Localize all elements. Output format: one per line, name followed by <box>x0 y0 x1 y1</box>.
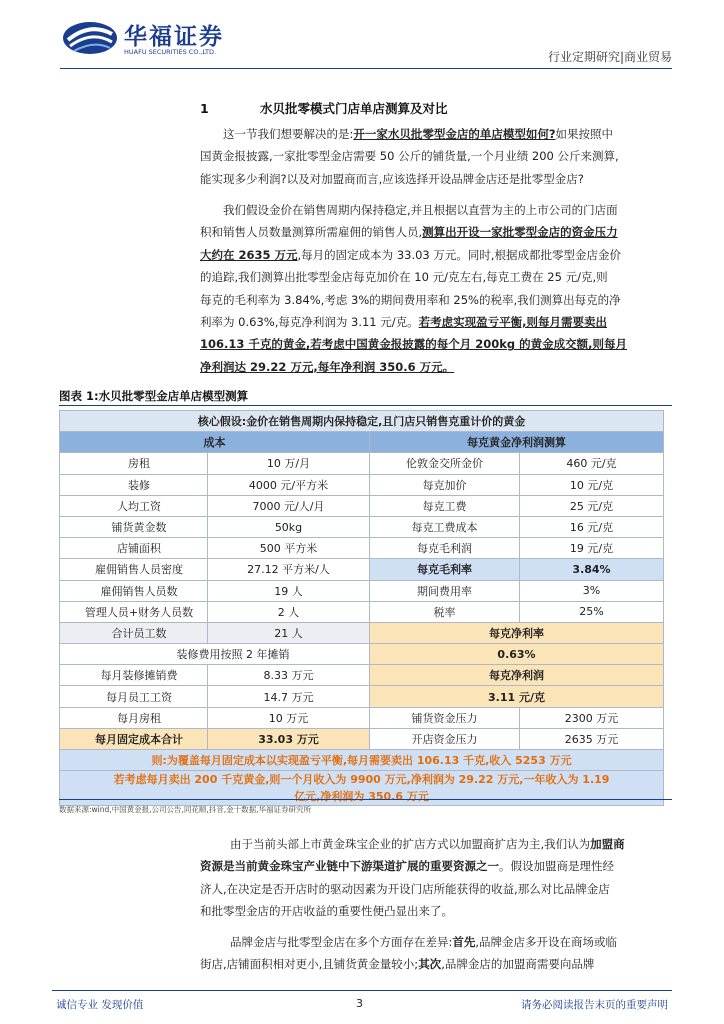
cell-value: 3% <box>520 580 664 601</box>
figure-divider <box>59 405 672 406</box>
para1-text: 如果按照中 <box>555 127 614 141</box>
net-margin-label: 每克净利率 <box>370 622 664 643</box>
net-profit-label: 每克净利润 <box>370 665 664 686</box>
para3-highlight: 资源是当前黄金珠宝产业链中下游渠道扩展的重要资源之一 <box>200 859 499 874</box>
cell-label: 每克工费 <box>370 495 520 516</box>
cell-value: 2300 万元 <box>520 707 664 728</box>
cost-header: 成本 <box>60 432 370 453</box>
profit-conclusion-line: 亿元,净利润为 350.6 万元 <box>294 790 429 804</box>
para2-highlight: 测算出开设一家批零型金店的资金压力 <box>422 225 618 240</box>
page-number: 3 <box>356 997 363 1010</box>
para3-line: 和批零型金店的开店收益的重要性便凸显出来了。 <box>200 904 453 919</box>
source-divider <box>59 799 672 800</box>
cell-label: 开店资金压力 <box>370 728 520 749</box>
table-row <box>60 750 664 771</box>
cell-label: 每月房租 <box>60 707 208 728</box>
cell-value: 10 万/月 <box>208 453 370 474</box>
section-number: 1 <box>200 101 209 116</box>
table-row <box>60 453 664 474</box>
cell-label: 管理人员+财务人员数 <box>60 601 208 622</box>
fixed-cost-label: 每月固定成本合计 <box>60 728 208 749</box>
cell-value: 16 元/克 <box>520 516 664 537</box>
section-title <box>200 99 448 117</box>
profit-conclusion <box>60 771 664 806</box>
table-row <box>60 474 664 495</box>
para2-highlight: 净利润达 29.22 万元,每年净利润 350.6 万元。 <box>200 359 455 374</box>
breakeven-conclusion: 则:为覆盖每月固定成本以实现盈亏平衡,每月需要卖出 106.13 千克,收入 5253 万元 <box>60 750 664 771</box>
cell-value: 2 人 <box>208 601 370 622</box>
para2-text: 积和销售人员数量测算所需雇佣的销售人员, <box>200 225 423 240</box>
amortization-note: 装修费用按照 2 年摊销 <box>60 644 370 665</box>
cell-label: 每克毛利润 <box>370 538 520 559</box>
gross-margin-label: 每克毛利率 <box>370 559 520 580</box>
para4-text: ,品牌金店多开设在商场或临 <box>475 935 618 949</box>
cell-label: 人均工资 <box>60 495 208 516</box>
profit-conclusion-line: 若考虑每月卖出 200 千克黄金,则一个月收入为 9900 万元,净利润为 29.22 万元,一年收入为 1.19 <box>113 773 610 787</box>
cell-label: 每月员工工资 <box>60 686 208 707</box>
para3-line: 济人,在决定是否开店时的驱动因素为开设门店所能获得的收益,那么对比品牌金店 <box>200 881 610 896</box>
para1-line: 能实现多少利润?以及对加盟商而言,应该选择开设品牌金店还是批零型金店? <box>200 171 584 186</box>
fixed-cost-value: 33.03 万元 <box>208 728 370 749</box>
para4-highlight: 其次 <box>418 957 442 972</box>
cell-value: 19 人 <box>208 580 370 601</box>
para2-highlight: 106.13 千克的黄金,若考虑中国黄金报披露的每个月 200kg 的黄金成交额,则每月 <box>200 337 628 352</box>
total-staff-label: 合计员工数 <box>60 622 208 643</box>
cell-label: 每克工费成本 <box>370 516 520 537</box>
para2-highlight: 大约在 2635 万元 <box>200 247 298 262</box>
net-profit-value: 3.11 元/克 <box>370 686 664 707</box>
cell-value: 10 万元 <box>208 707 370 728</box>
cell-label: 每克加价 <box>370 474 520 495</box>
logo-english-name: HUAFU SECURITIES CO.,LTD. <box>124 48 217 56</box>
cell-label: 期间费用率 <box>370 580 520 601</box>
report-category: 行业定期研究|商业贸易 <box>547 50 672 64</box>
paragraph-differences <box>200 931 672 976</box>
table-row <box>60 432 664 453</box>
table-row <box>60 686 664 707</box>
cell-label: 铺货黄金数 <box>60 516 208 537</box>
para2-line: 我们假设金价在销售周期内保持稳定,并且根据以直营为主的上市公司的门店面 <box>223 203 618 217</box>
para2-line: 的追踪,我们测算出批零型金店每克加价在 10 元/克左右,每克工费在 25 元/克,则 <box>200 270 608 285</box>
cell-value: 25 元/克 <box>520 495 664 516</box>
cell-value: 50kg <box>208 516 370 537</box>
para2-text: ,每月的固定成本为 33.03 万元。同时,根据成都批零型金店金价 <box>297 247 622 262</box>
cell-label: 雇佣销售人员数 <box>60 580 208 601</box>
cell-value: 4000 元/平方米 <box>208 474 370 495</box>
table-row <box>60 644 664 665</box>
table-row <box>60 771 664 806</box>
header-divider <box>60 68 672 69</box>
para1-key-question: 开一家水贝批零型金店的单店模型如何? <box>353 127 556 141</box>
cell-value: 27.12 平方米/人 <box>208 559 370 580</box>
table-row <box>60 728 664 749</box>
logo-chinese-name: 华福证券 <box>124 24 224 50</box>
cell-label: 雇佣销售人员密度 <box>60 559 208 580</box>
para3-text: 。假设加盟商是理性经 <box>499 859 614 874</box>
table-row <box>60 516 664 537</box>
footer-divider <box>52 990 672 991</box>
cell-label: 房租 <box>60 453 208 474</box>
core-assumption: 核心假设:金价在销售周期内保持稳定,且门店只销售克重计价的黄金 <box>60 411 664 432</box>
cell-label: 装修 <box>60 474 208 495</box>
footer-disclaimer: 请务必阅读报告末页的重要声明 <box>521 999 668 1011</box>
paragraph-assumptions <box>200 199 672 378</box>
cell-value: 14.7 万元 <box>208 686 370 707</box>
cell-value: 10 元/克 <box>520 474 664 495</box>
gross-margin-value: 3.84% <box>520 559 664 580</box>
cell-value: 19 元/克 <box>520 538 664 559</box>
table-row <box>60 559 664 580</box>
cell-label: 伦敦金交所金价 <box>370 453 520 474</box>
table-row <box>60 411 664 432</box>
para1-text: 这一节我们想要解决的是: <box>223 127 354 141</box>
table-row <box>60 665 664 686</box>
para4-text: 品牌金店与批零型金店在多个方面存在差异: <box>230 935 453 949</box>
cell-label: 铺货资金压力 <box>370 707 520 728</box>
table-row <box>60 495 664 516</box>
total-staff-value: 21 人 <box>208 622 370 643</box>
net-margin-value: 0.63% <box>370 644 664 665</box>
para2-highlight: 若考虑实现盈亏平衡,则每月需要卖出 <box>418 314 608 329</box>
cell-value: 25% <box>520 601 664 622</box>
para2-line: 每克的毛利率为 3.84%,考虑 3%的期间费用率和 25%的税率,我们测算出每克的净 <box>200 292 621 307</box>
cell-label: 每月装修摊销费 <box>60 665 208 686</box>
cell-value: 500 平方米 <box>208 538 370 559</box>
cell-label: 店铺面积 <box>60 538 208 559</box>
paragraph-franchise <box>200 833 672 923</box>
data-source: 数据来源:wind,中国黄金报,公司公告,同花顺,抖音,金十数据,华福证券研究所 <box>59 805 312 814</box>
footer-slogan: 诚信专业 发现价值 <box>56 999 144 1011</box>
para4-text: 街店,店铺面积相对更小,且铺货黄金量较小; <box>200 957 419 972</box>
cell-value: 460 元/克 <box>520 453 664 474</box>
figure-title: 图表 1:水贝批零型金店单店模型测算 <box>59 389 249 403</box>
para4-highlight: 首先 <box>452 935 476 949</box>
paragraph-intro <box>200 123 672 190</box>
company-logo <box>62 18 252 58</box>
para4-text: ,品牌金店的加盟商需要向品牌 <box>441 957 595 972</box>
cell-label: 税率 <box>370 601 520 622</box>
table-row <box>60 580 664 601</box>
table-row <box>60 601 664 622</box>
cell-value: 7000 元/人/月 <box>208 495 370 516</box>
table-row <box>60 538 664 559</box>
para3-highlight: 加盟商 <box>590 837 625 851</box>
logo-mark-icon <box>62 20 118 56</box>
cell-value: 8.33 万元 <box>208 665 370 686</box>
table-row <box>60 622 664 643</box>
profit-header: 每克黄金净利润测算 <box>370 432 664 453</box>
para3-text: 由于当前头部上市黄金珠宝企业的扩店方式以加盟商扩店为主,我们认为 <box>230 837 591 851</box>
para1-line: 国黄金报披露,一家批零型金店需要 50 公斤的铺货量,一个月业绩 200 公斤来测算, <box>200 149 619 164</box>
cell-value: 2635 万元 <box>520 728 664 749</box>
table-row <box>60 707 664 728</box>
store-model-table <box>59 410 664 806</box>
para2-text: 利率为 0.63%,每克净利润为 3.11 元/克。 <box>200 314 419 329</box>
section-title-text: 水贝批零模式门店单店测算及对比 <box>260 101 448 116</box>
